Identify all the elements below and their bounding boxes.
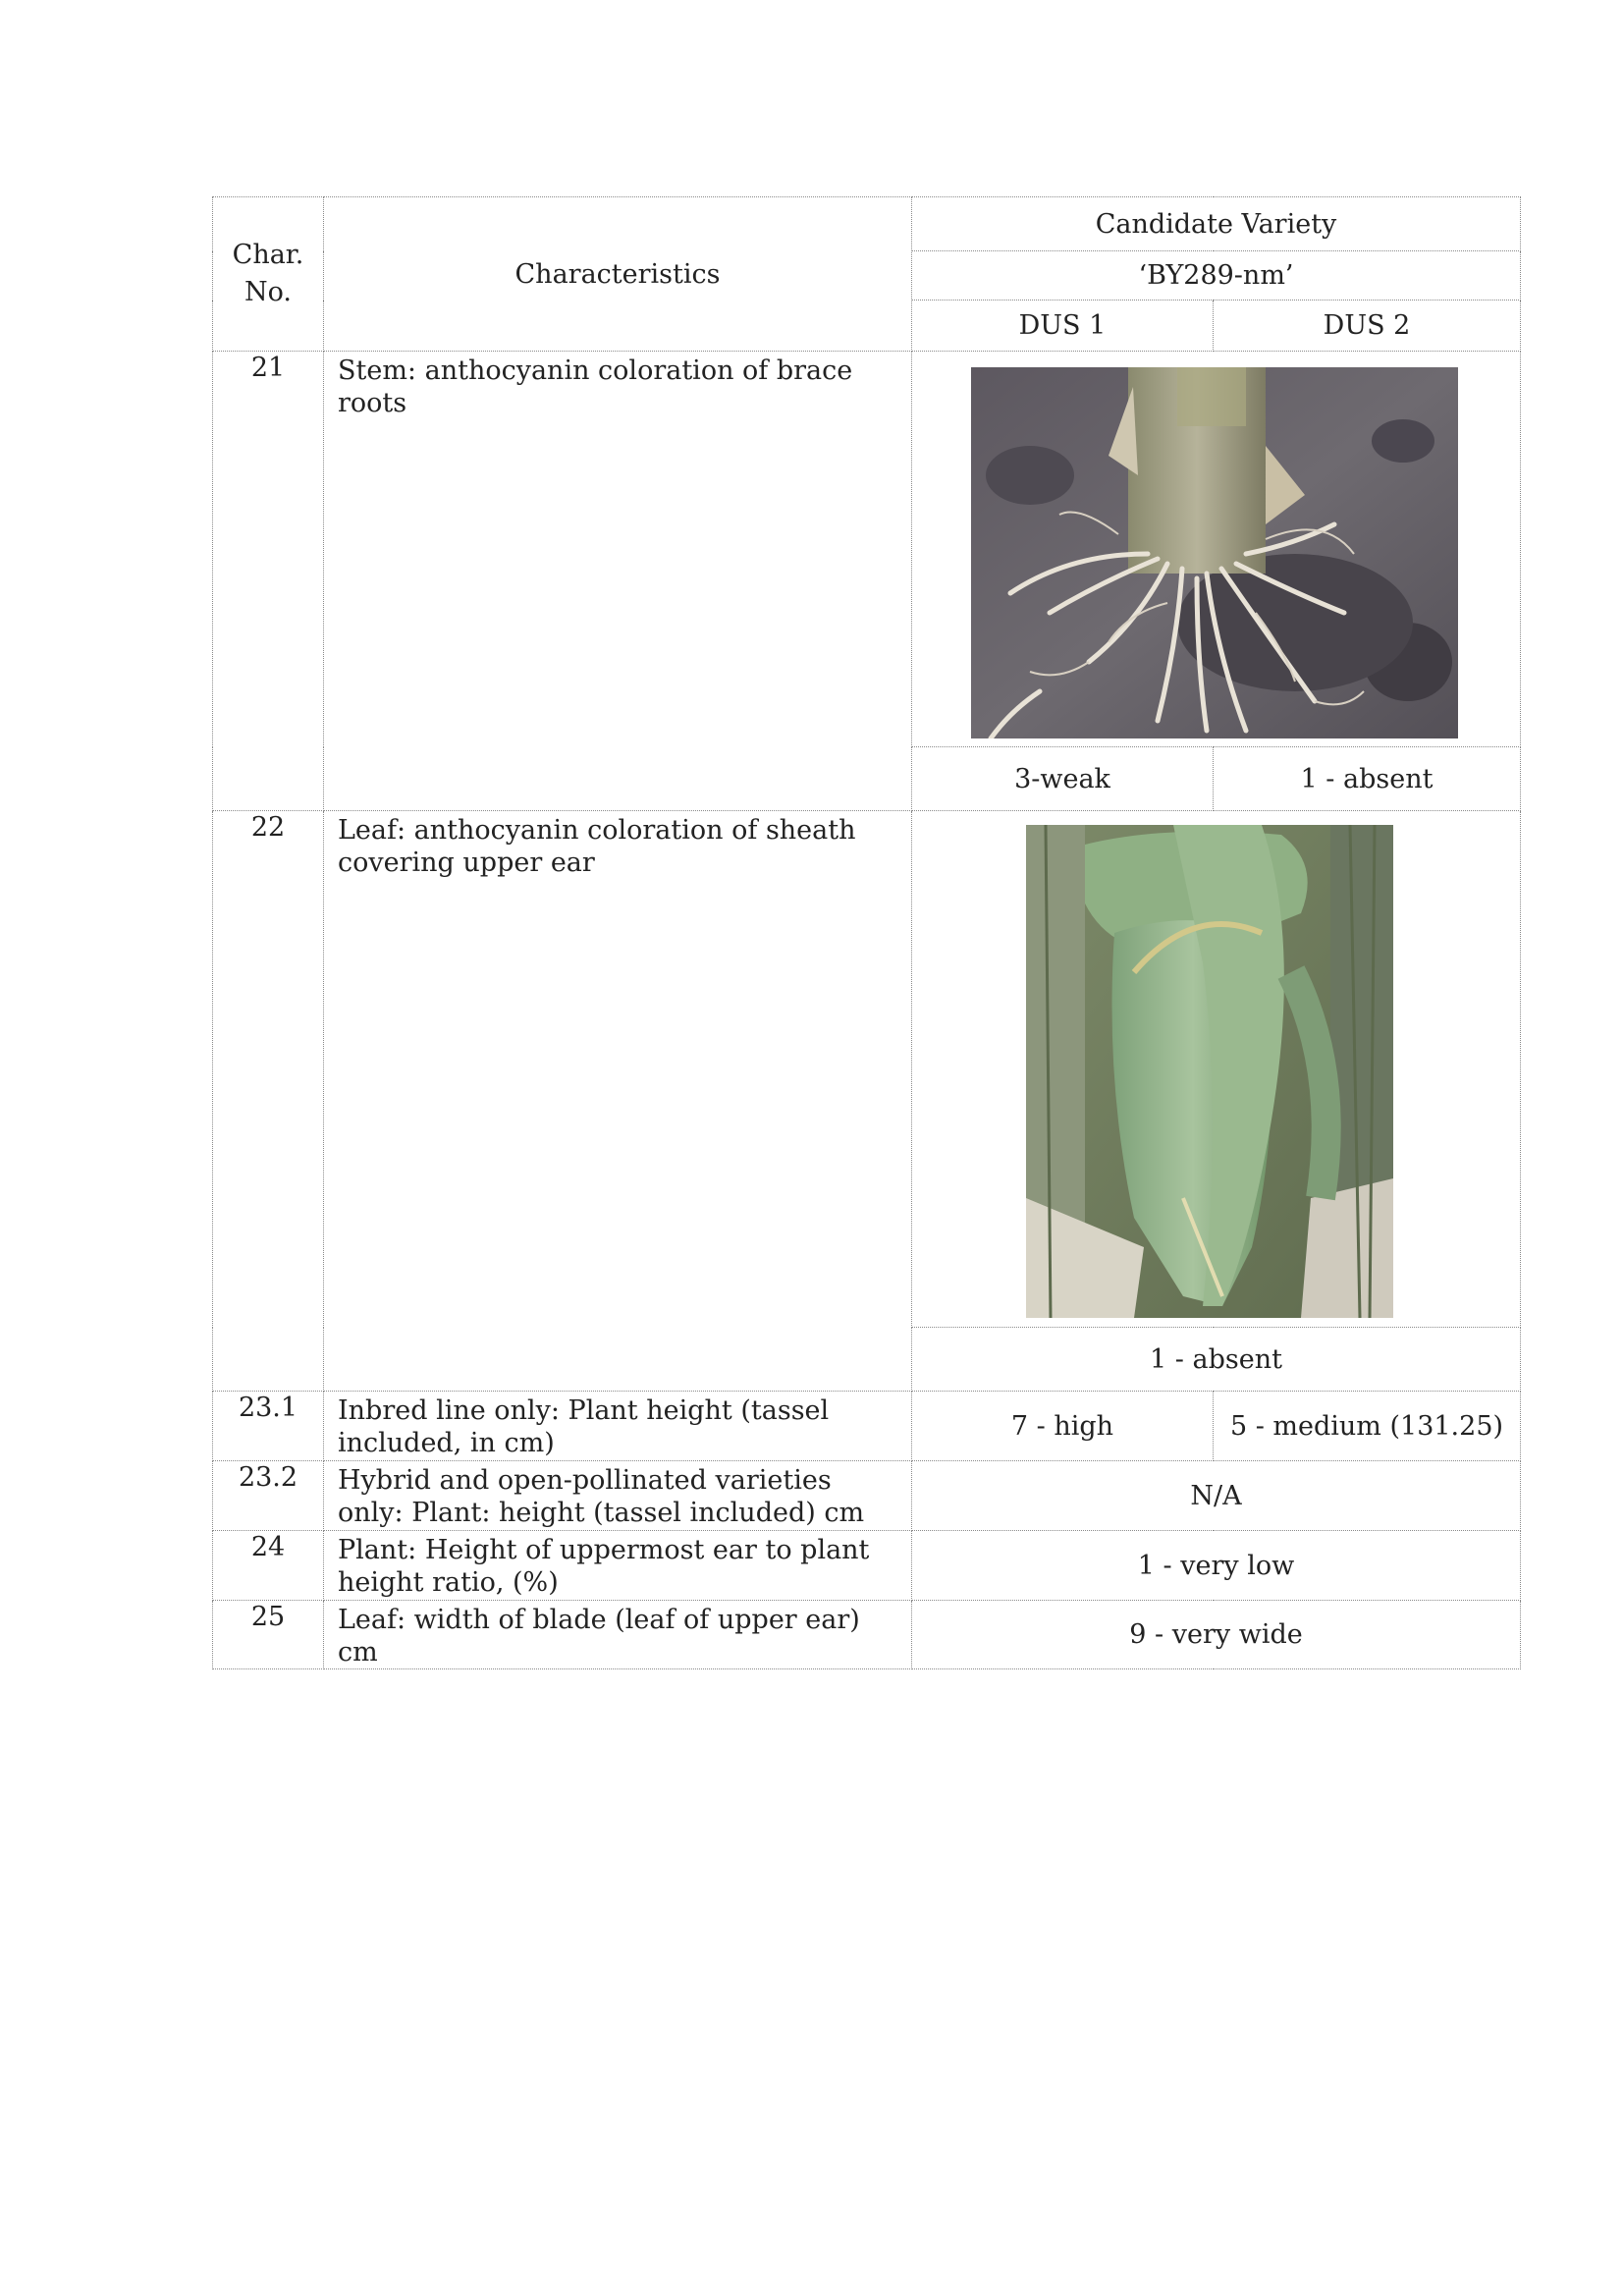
row-22-no: 22	[213, 811, 324, 1392]
row-24-no: 24	[213, 1531, 324, 1601]
header-char-no	[213, 197, 324, 352]
row-25-text: Leaf: width of blade (leaf of upper ear) cm	[324, 1601, 912, 1669]
row-23-1-dus2-value: 5 - medium (131.25)	[1214, 1392, 1521, 1461]
row-24-value: 1 - very low	[912, 1531, 1521, 1601]
header-characteristics	[324, 197, 912, 352]
row-23-2-text: Hybrid and open-pollinated varieties only: Plant: height (tassel included) cm	[324, 1461, 912, 1531]
row-22-text: Leaf: anthocyanin coloration of sheath covering upper ear	[324, 811, 912, 1392]
row-24-text: Plant: Height of uppermost ear to plant height ratio, (%)	[324, 1531, 912, 1601]
ear-sheath-photo	[1026, 825, 1393, 1318]
row-21-dus1-value: 3-weak	[912, 747, 1214, 811]
row-21-no: 21	[213, 352, 324, 811]
row-25-no: 25	[213, 1601, 324, 1669]
characteristics-table	[212, 196, 1521, 1669]
row-21-dus2-value: 1 - absent	[1214, 747, 1521, 811]
row-21-text: Stem: anthocyanin coloration of brace roots	[324, 352, 912, 811]
row-25-value: 9 - very wide	[912, 1601, 1521, 1669]
header-dus1: DUS 1	[912, 301, 1214, 352]
char-no-label: Char. No.	[232, 240, 304, 307]
row-21-photo-cell	[912, 352, 1521, 747]
row-23-1-dus1-value: 7 - high	[912, 1392, 1214, 1461]
header-dus2: DUS 2	[1214, 301, 1521, 352]
header-candidate-variety: Candidate Variety	[912, 197, 1521, 251]
brace-roots-photo	[971, 367, 1458, 738]
row-23-2-no: 23.2	[213, 1461, 324, 1531]
row-22-photo-cell	[912, 811, 1521, 1328]
row-23-1-text: Inbred line only: Plant height (tassel included, in cm)	[324, 1392, 912, 1461]
row-23-2-value: N/A	[912, 1461, 1521, 1531]
characteristics-label: Characteristics	[514, 258, 721, 290]
row-22-value: 1 - absent	[912, 1328, 1521, 1392]
header-variety-name: ‘BY289-nm’	[912, 251, 1521, 301]
row-23-1-no: 23.1	[213, 1392, 324, 1461]
